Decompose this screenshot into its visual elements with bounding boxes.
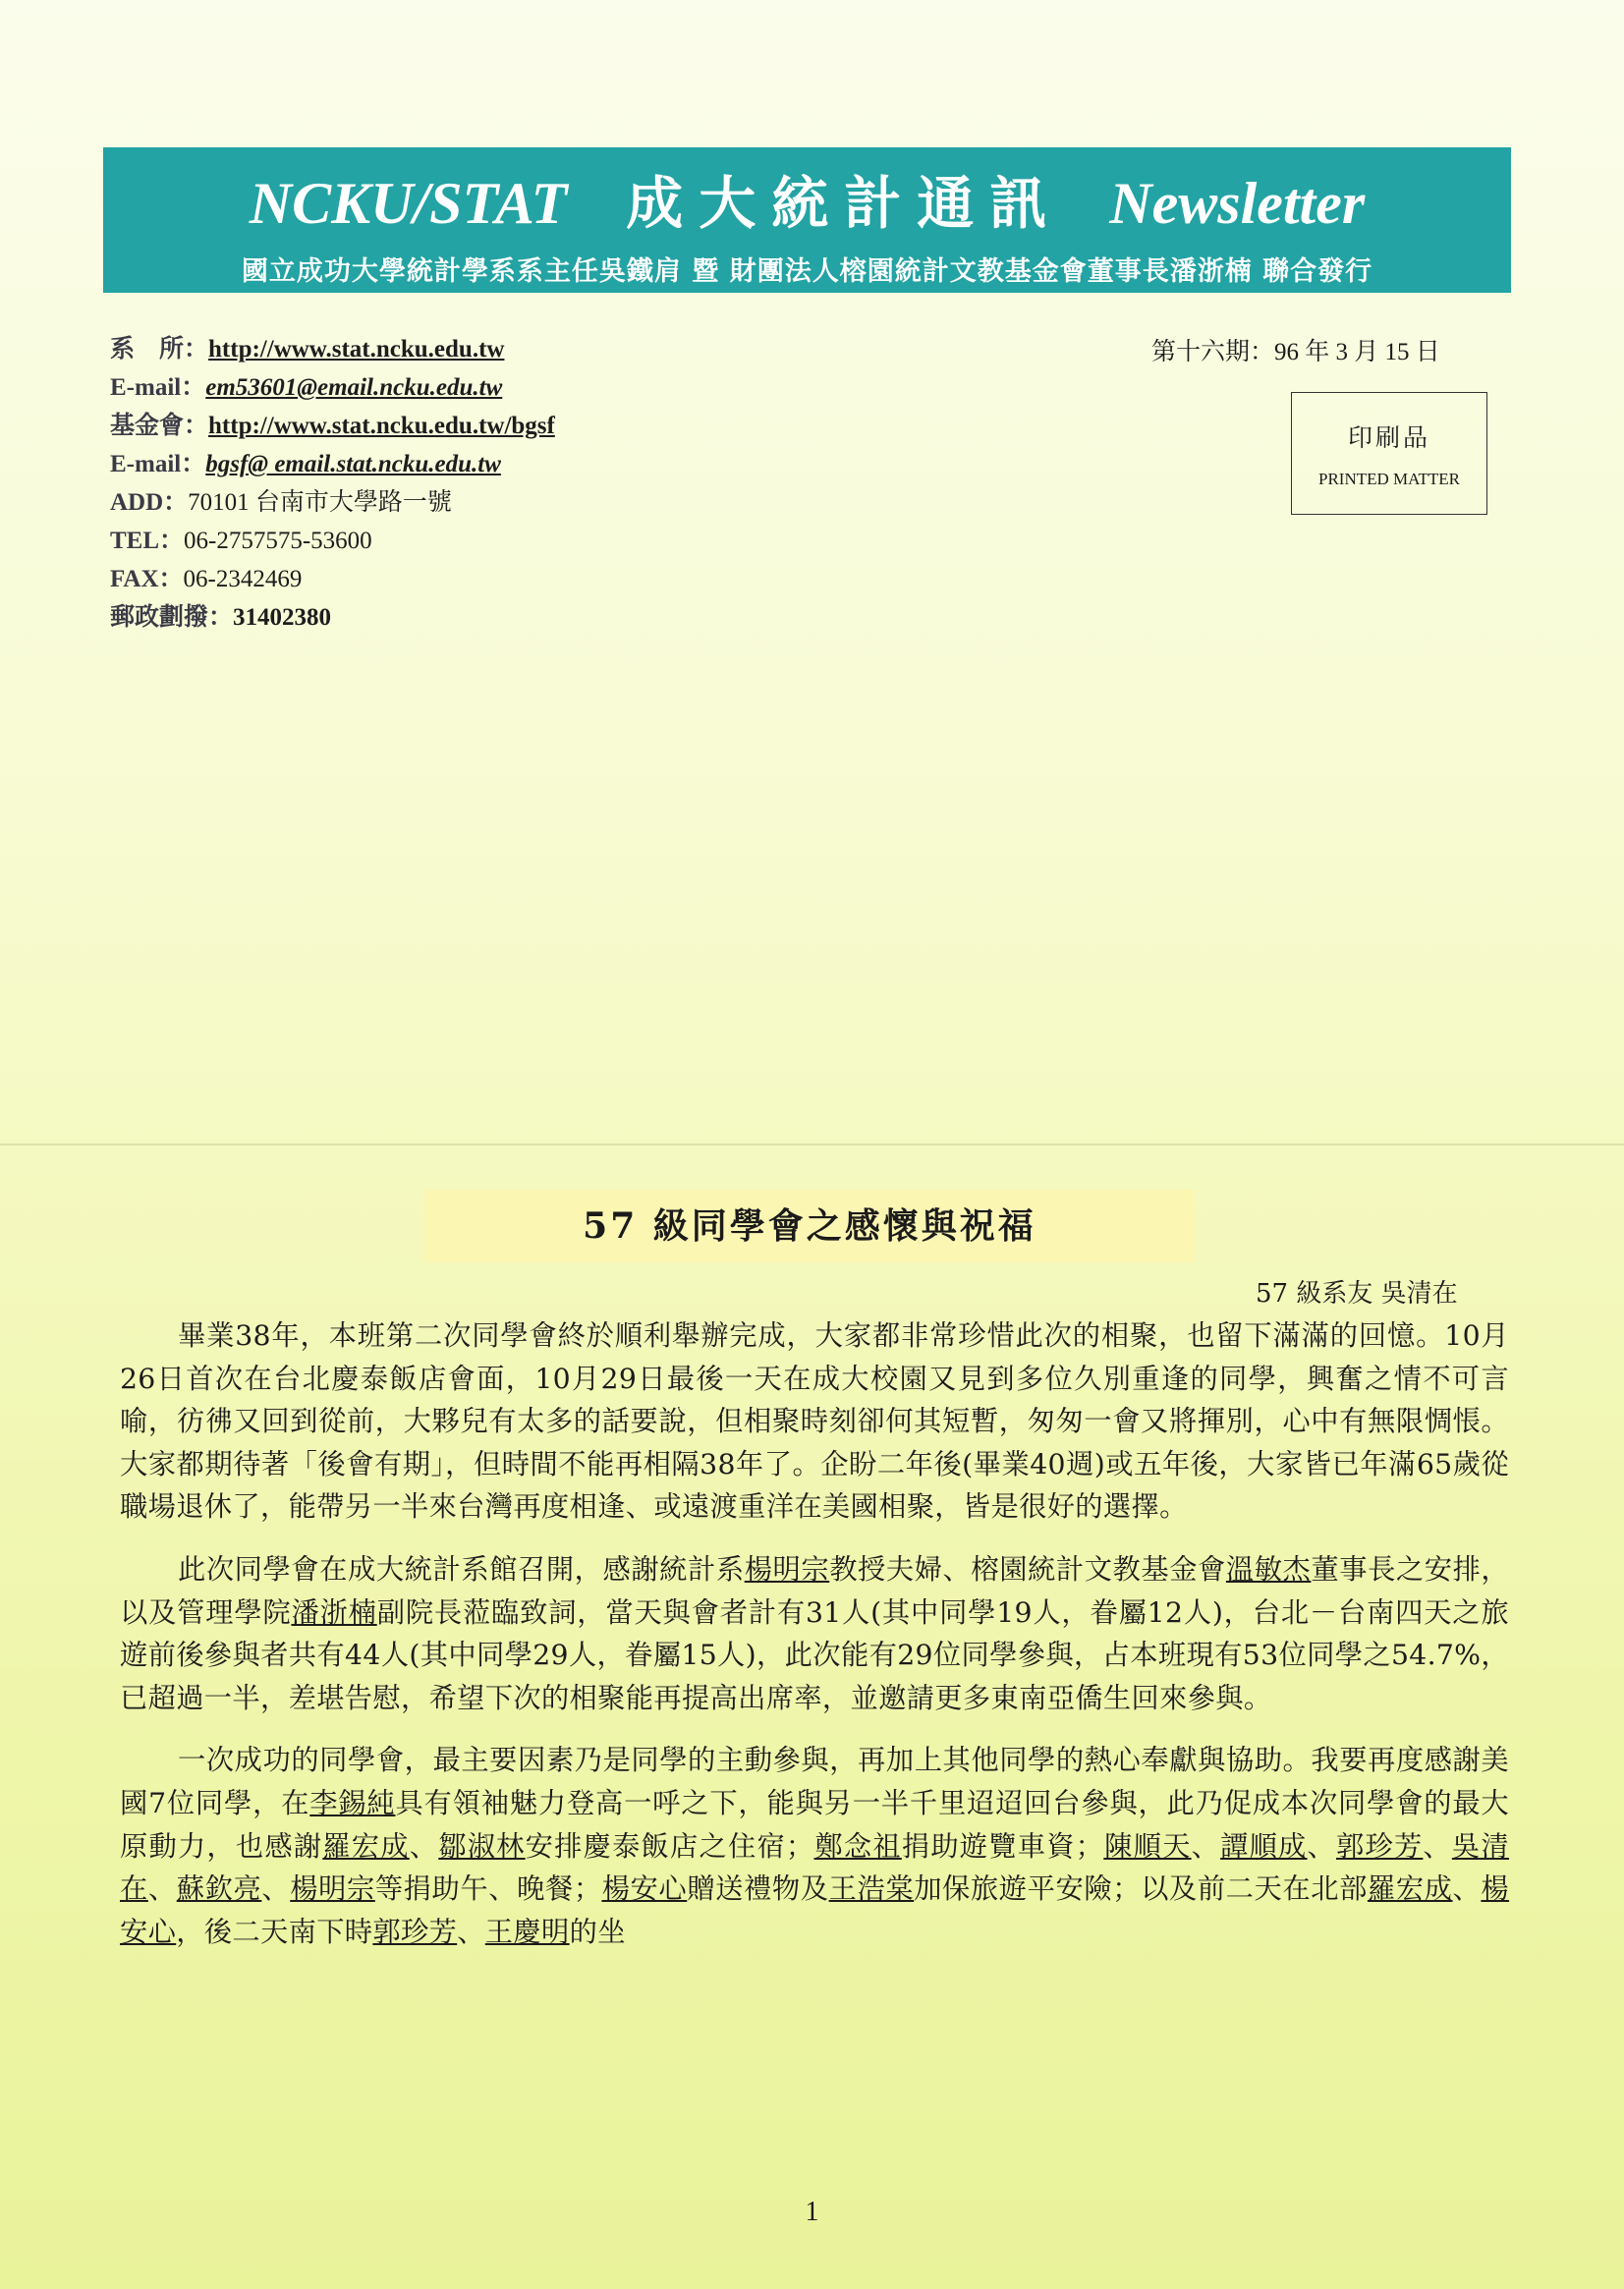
- article-title: 57 級同學會之感懷與祝福: [583, 1205, 1036, 1247]
- contact-email2-row: [110, 444, 857, 482]
- paragraph-text: 加保旅遊平安險；以及前二天在北部: [914, 1872, 1368, 1906]
- email1-label: E-mail：: [110, 374, 206, 401]
- paragraph-text: 等捐助午、晚餐；: [374, 1872, 602, 1906]
- contact-address-row: [110, 482, 857, 521]
- paragraph-text: 畢業38年，本班第二次同學會終於順利舉辦完成，大家都非常珍惜此次的相聚，也留下滿滿的回憶。10月26日首次在台北慶泰飯店會面，10月29日最後一天在成大校園又見到多位久別重逢的同學，興奮之情不可言喻，彷彿又回到從前，大夥兒有太多的話要說，但相聚時刻卻何其短暫，匆匆一會又將揮別，心中有無限惆悵。大家都期待著「後會有期」，但時間不能再相隔38年了。企盼二年後(畢業40週)或五年後，大家皆已年滿65歲從職場退休了，能帶另一半來台灣再度相逢、或遠渡重洋在美國相聚，皆是很好的選擇。: [120, 1319, 1509, 1524]
- masthead-title-en-left: NCKU/STAT: [249, 171, 568, 236]
- underlined-name: 蘇欽亮: [176, 1872, 262, 1906]
- paragraph-text: ，後二天南下時: [176, 1915, 373, 1948]
- paragraph-text: 、: [1307, 1829, 1336, 1863]
- paragraph-text: 董事長之安排，以及管理學院: [120, 1552, 1510, 1629]
- printed-matter-box: [1291, 392, 1487, 515]
- contact-email1-row: [110, 367, 857, 406]
- masthead-subtitle: 國立成功大學統計學系系主任吳鐵肩 暨 財團法人榕園統計文教基金會董事長潘浙楠 聯合發行: [241, 256, 1373, 287]
- underlined-name: 王慶明: [484, 1915, 570, 1948]
- paragraph-text: 此次同學會在成大統計系館召開，感謝統計系: [178, 1552, 745, 1586]
- fax-label: FAX：: [110, 566, 184, 592]
- underlined-name: 楊安心: [601, 1872, 688, 1906]
- address-label: ADD：: [110, 489, 189, 516]
- paragraph-text: 、: [1191, 1829, 1221, 1863]
- paragraph-text: 具有領袖魅力登高一呼之下，能與另一半千里迢迢回台參與，此乃促成本次同學會的最大原動力，也感謝: [120, 1786, 1509, 1863]
- page-number: 1: [805, 2197, 819, 2227]
- underlined-name: 譚順成: [1220, 1829, 1308, 1863]
- underlined-name: 溫敏杰: [1225, 1552, 1312, 1586]
- contact-tel-row: [110, 521, 857, 559]
- underlined-name: 潘浙楠: [291, 1595, 377, 1629]
- foundation-url-link[interactable]: http://www.stat.ncku.edu.tw/bgsf: [208, 413, 555, 439]
- paragraph-text: 教授夫婦、榕園統計文教基金會: [829, 1552, 1226, 1586]
- paragraph-text: 、: [409, 1829, 439, 1863]
- underlined-name: 羅宏成: [322, 1829, 410, 1863]
- postal-value: 31402380: [233, 604, 332, 631]
- paragraph-text: 、: [1423, 1829, 1452, 1863]
- paragraph-text: 、: [1452, 1872, 1482, 1906]
- issue-info: 第十六期：96 年 3 月 15 日: [1151, 339, 1440, 365]
- printed-matter-zh: 印刷品: [1347, 423, 1430, 452]
- underlined-name: 楊明宗: [290, 1872, 375, 1906]
- article-paragraph-1: [120, 1314, 1509, 1529]
- paragraph-text: 安排慶泰飯店之住宿；: [525, 1829, 814, 1863]
- paragraph-text: 一次成功的同學會，最主要因素乃是同學的主動參與，再加上其他同學的熱心奉獻與協助。我要再度感謝美國7位同學，在: [120, 1744, 1509, 1819]
- article-paragraph-3: [120, 1739, 1509, 1953]
- postal-label: 郵政劃撥：: [110, 604, 234, 631]
- printed-matter-en: PRINTED MATTER: [1317, 470, 1461, 488]
- article-paragraph-2: [120, 1548, 1509, 1719]
- article-title-box: [424, 1190, 1195, 1262]
- tel-label: TEL：: [110, 528, 185, 554]
- underlined-name: 郭珍芳: [1336, 1829, 1424, 1863]
- underlined-name: 鄭念祖: [813, 1829, 902, 1863]
- paragraph-text: 、: [147, 1872, 177, 1906]
- underlined-name: 楊明宗: [744, 1552, 830, 1586]
- paragraph-text: 副院長蒞臨致詞，當天與會者計有31人(其中同學19人，眷屬12人)，台北－台南四天之旅遊前後參與者共有44人(其中同學29人，眷屬15人)，此次能有29位同學參與，占本班現有53位同學之54.7%，已超過一半，差堪告慰，希望下次的相聚能再提高出席率，並邀請更多東南亞僑生回來參與。: [120, 1595, 1509, 1714]
- fold-line: [0, 1144, 1624, 1145]
- dept-label: 系 所：: [110, 336, 209, 363]
- article-body: [120, 1314, 1509, 1953]
- fax-value: 06-2342469: [183, 566, 303, 592]
- email2-link[interactable]: bgsf@ email.stat.ncku.edu.tw: [205, 451, 501, 477]
- underlined-name: 李錫純: [309, 1786, 396, 1819]
- address-value: 70101 台南市大學路一號: [188, 489, 452, 516]
- article-byline: 57 級系友 吳清在: [1256, 1279, 1458, 1309]
- underlined-name: 羅宏成: [1367, 1872, 1453, 1906]
- contact-foundation-row: [110, 406, 857, 444]
- contact-fax-row: [110, 559, 857, 597]
- underlined-name: 鄒淑林: [438, 1829, 526, 1863]
- contact-dept-row: [110, 329, 857, 367]
- underlined-name: 吳清在: [120, 1829, 1509, 1906]
- paragraph-text: 贈送禮物及: [687, 1872, 829, 1906]
- underlined-name: 楊安心: [120, 1872, 1510, 1948]
- tel-value: 06-2757575-53600: [184, 528, 372, 554]
- email2-label: E-mail：: [110, 451, 206, 477]
- masthead-title-zh: 成大統計通訊: [626, 172, 1063, 236]
- paragraph-text: 、: [261, 1872, 291, 1906]
- underlined-name: 王浩棠: [828, 1872, 915, 1906]
- masthead-title-en-right: Newsletter: [1109, 171, 1366, 236]
- masthead-banner: [103, 147, 1511, 293]
- paragraph-text: 捐助遊覽車資；: [901, 1829, 1104, 1863]
- underlined-name: 陳順天: [1103, 1829, 1192, 1863]
- contact-block: [110, 329, 857, 636]
- dept-url-link[interactable]: http://www.stat.ncku.edu.tw: [208, 336, 505, 363]
- email1-link[interactable]: em53601@email.ncku.edu.tw: [205, 374, 503, 401]
- underlined-name: 郭珍芳: [372, 1915, 458, 1948]
- masthead-title: [103, 157, 1511, 240]
- paragraph-text: 的坐: [569, 1915, 626, 1948]
- foundation-label: 基金會：: [110, 413, 209, 439]
- paragraph-text: 、: [457, 1915, 485, 1948]
- contact-postal-row: [110, 597, 857, 636]
